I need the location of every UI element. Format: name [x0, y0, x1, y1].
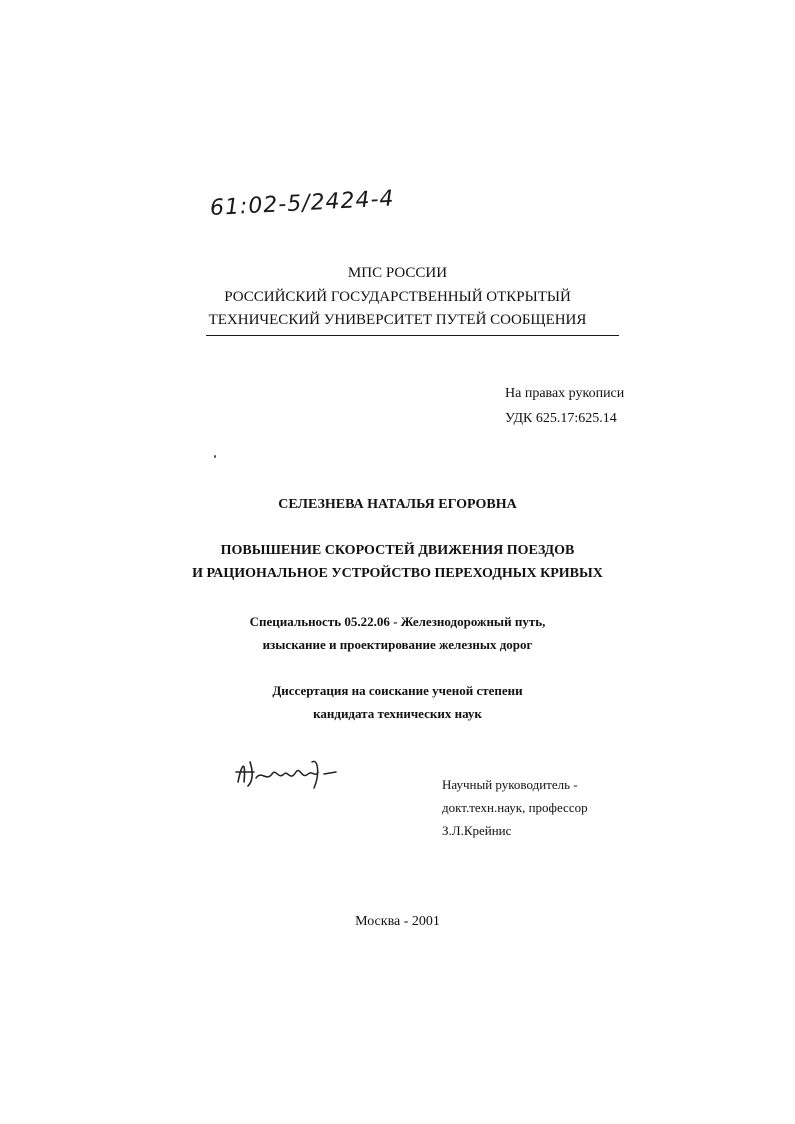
supervisor-role: Научный руководитель -	[442, 777, 578, 792]
specialty-line1: Специальность 05.22.06 - Железнодорожный путь,	[249, 614, 546, 629]
thesis-title-line1: ПОВЫШЕНИЕ СКОРОСТЕЙ ДВИЖЕНИЯ ПОЕЗДОВ	[220, 543, 575, 558]
supervisor-degree: докт.техн.наук, профессор	[442, 800, 588, 815]
archive-code-handwritten: 61:02-5/2424-4	[209, 186, 396, 221]
author-signature	[232, 752, 342, 794]
university-name-line1: РОССИЙСКИЙ ГОСУДАРСТВЕННЫЙ ОТКРЫТЫЙ	[224, 289, 571, 305]
header-divider	[206, 335, 619, 336]
degree-line2: кандидата технических наук	[313, 706, 482, 721]
scan-speck	[214, 455, 216, 458]
specialty-line2: изыскание и проектирование железных дорог	[262, 637, 533, 652]
university-name-line2: ТЕХНИЧЕСКИЙ УНИВЕРСИТЕТ ПУТЕЙ СООБЩЕНИЯ	[208, 312, 587, 328]
ministry-name: МПС РОССИИ	[347, 265, 448, 281]
manuscript-rights: На правах рукописи	[505, 386, 625, 401]
author-name: СЕЛЕЗНЕВА НАТАЛЬЯ ЕГОРОВНА	[278, 497, 517, 512]
degree-line1: Диссертация на соискание ученой степени	[272, 683, 523, 698]
supervisor-name: З.Л.Крейнис	[442, 823, 512, 838]
udc-code: УДК 625.17:625.14	[505, 411, 617, 426]
thesis-title-line2: И РАЦИОНАЛЬНОЕ УСТРОЙСТВО ПЕРЕХОДНЫХ КРИВЫХ	[192, 566, 603, 581]
place-and-year: Москва - 2001	[355, 914, 440, 929]
